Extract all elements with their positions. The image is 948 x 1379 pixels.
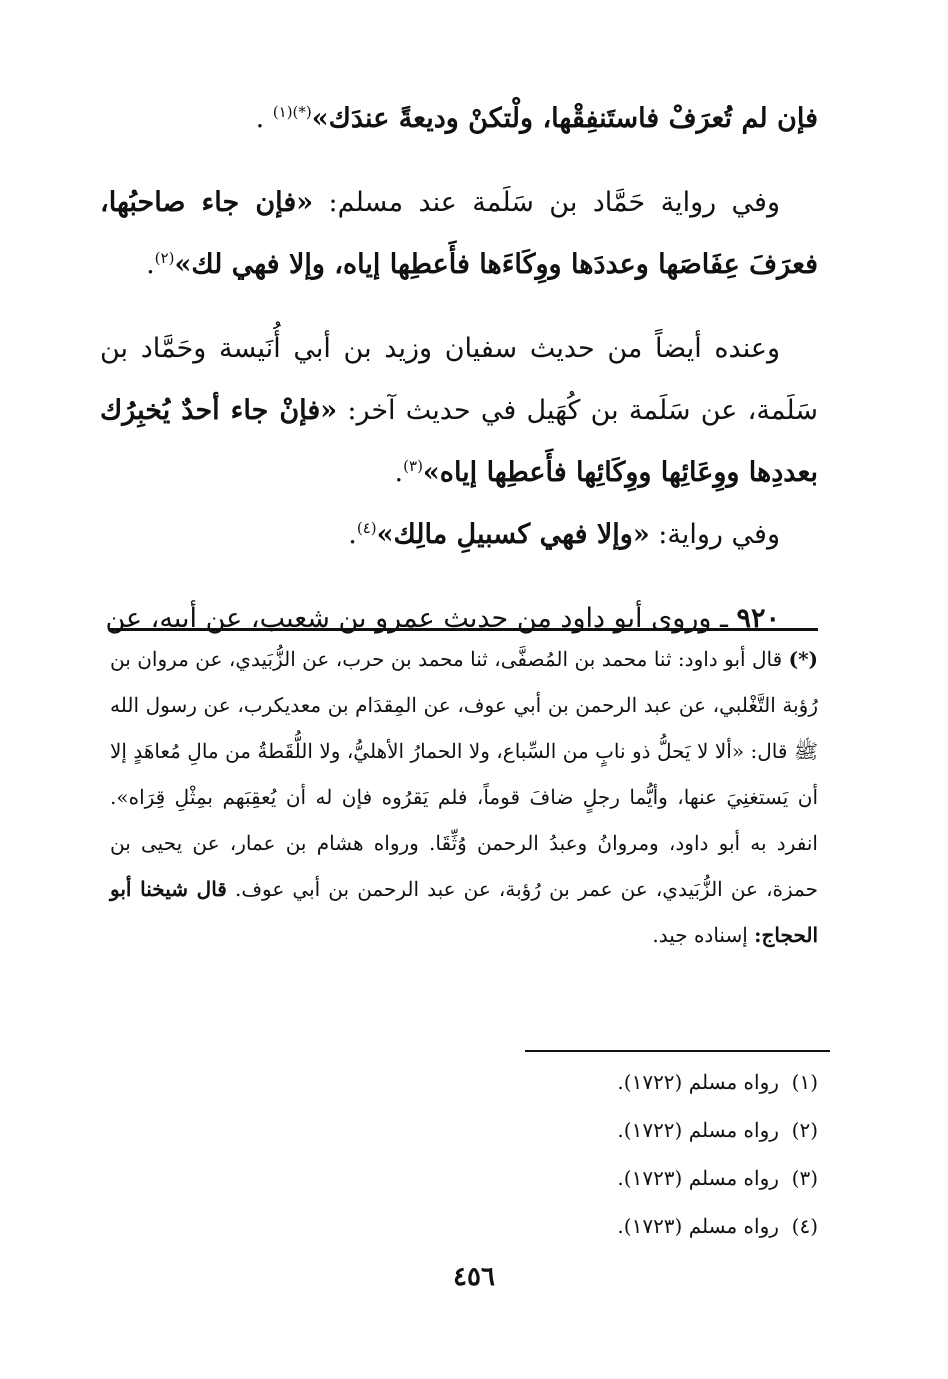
footnote-ref: (٤) <box>356 519 377 537</box>
hadith-quote: فإن لم تُعرَفْ فاستَنفِقْها، ولْتكنْ وديعةً عندَك» <box>311 103 818 134</box>
spacer <box>100 296 818 318</box>
spacer <box>100 150 818 172</box>
paragraph-2 <box>100 172 818 296</box>
footnote-ref: (٣) <box>403 457 423 475</box>
footnote-item <box>418 1106 818 1154</box>
paragraph-text: وفي رواية حَمَّاد بن سَلَمة عند مسلم: <box>313 187 780 218</box>
footnote-number: (١) <box>791 1070 818 1094</box>
paragraph-end: . <box>146 249 155 280</box>
paragraph-text: وفي رواية: <box>649 519 780 550</box>
hadith-quote: «فإنْ جاء أحدٌ يُخبِرُك بعددِها ووِعَائِها ووِكَائِها فأَعطِها إياه» <box>100 395 818 488</box>
footnote-item <box>418 1202 818 1250</box>
footnote-item <box>418 1154 818 1202</box>
footnote-ref: (٢) <box>154 249 175 267</box>
paragraph-end: . <box>255 103 273 134</box>
footnote-text: رواه مسلم (١٧٢٣). <box>617 1166 779 1190</box>
hadith-number: ٩٢٠ <box>736 603 780 634</box>
footnote-ref: (*)(١) <box>272 103 312 121</box>
page-number: ٤٥٦ <box>453 1262 495 1292</box>
paragraph-text: ـ وروى أبو داود من حديث عمرو بن شعيب، عن أبيه، عن <box>105 603 737 634</box>
hadith-quote: «فإن جاء صاحبُها، فعرَفَ عِفَاصَها وعددَها ووِكَاءَها فأَعطِها إياه، وإلا فهي لك» <box>100 187 818 280</box>
note-paragraph <box>110 636 818 958</box>
note-text: قال أبو داود: ثنا محمد بن المُصفَّى، ثنا محمد بن حرب، عن الزُّبَيدي، عن مروان بن رُؤبة التَّغْلبي، عن عبد الرحمن بن أبي عوف، عن المِقدَام بن معديكرب، عن رسول الله ﷺ قال: «ألا لا يَحلُّ ذو نابٍ من السِّباع، ولا الحمارُ الأهليُّ، ولا اللُّقَطةُ من مالِ مُعاهَدٍ إلا أن يَستغنِيَ عنها، وأيُّما رجلٍ ضافَ قوماً، فلم يَقرُوه فإن له أن يُعقِبَهم بمِثْلِ قِرَاه». انفرد به أبو داود، ومروانُ وعبدُ الرحمن وُثِّقَا. ورواه هشام بن عمار، عن يحيى بن حمزة، عن الزُّبَيدي، عن عمر بن رُؤبة، عن عبد الرحمن بن أبي عوف. <box>110 647 819 901</box>
note-marker: (*) <box>788 647 818 671</box>
footnote-text: رواه مسلم (١٧٢٣). <box>617 1214 779 1238</box>
editor-note <box>110 636 818 958</box>
paragraph-1 <box>100 88 818 150</box>
footnote-number: (٤) <box>791 1214 818 1238</box>
hadith-quote: «وإلا فهي كسبيلِ مالِك» <box>376 519 650 550</box>
paragraph-3 <box>100 318 818 504</box>
paragraph-4 <box>100 504 818 566</box>
footnote-divider <box>525 1050 830 1052</box>
footnotes <box>418 1058 818 1250</box>
footnote-item <box>418 1058 818 1106</box>
footnote-text: رواه مسلم (١٧٢٢). <box>617 1118 779 1142</box>
paragraph-end: . <box>348 519 357 550</box>
note-text-end: إسناده جيد. <box>652 923 755 947</box>
footnote-number: (٢) <box>791 1118 818 1142</box>
spacer <box>100 566 818 588</box>
paragraph-end: . <box>394 457 404 488</box>
footnote-text: رواه مسلم (١٧٢٢). <box>617 1070 779 1094</box>
note-divider <box>110 628 818 631</box>
note-bold-text: قال شيخنا أبو الحجاج: <box>110 877 818 947</box>
footnote-number: (٣) <box>791 1166 818 1190</box>
paragraph-text: وعنده أيضاً من حديث سفيان وزيد بن أبي أُنَيسة وحَمَّاد بن سَلَمة، عن سَلَمة بن كُهَيل في حديث آخر: <box>100 333 818 426</box>
main-text <box>100 88 818 650</box>
